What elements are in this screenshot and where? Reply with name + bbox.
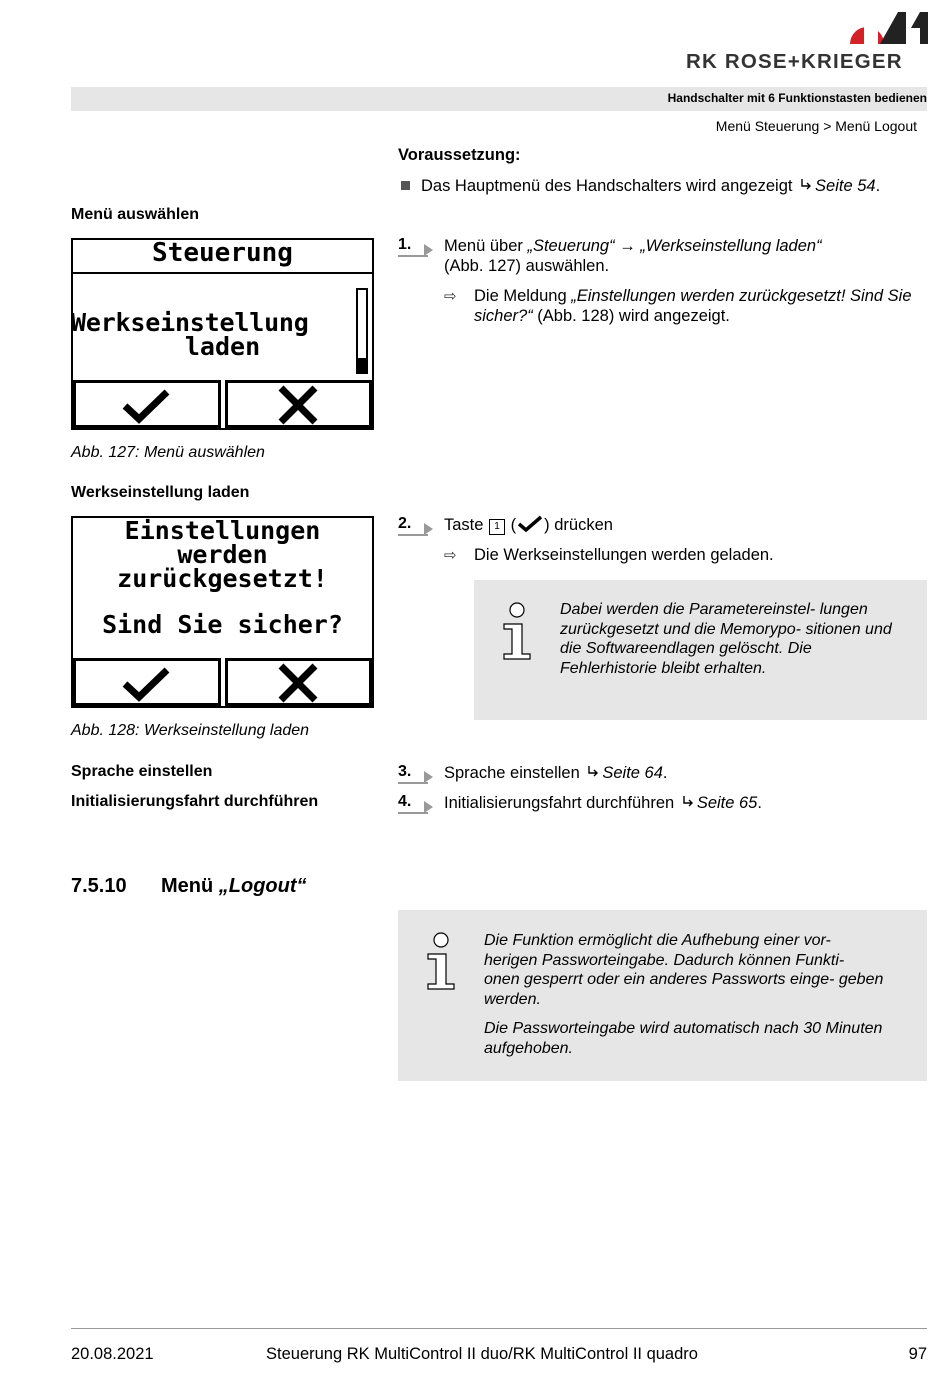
lcd-scrollbar [356,288,368,374]
cross-icon [225,660,372,704]
lcd-line-4: Sind Sie sicher? [102,610,343,639]
checkmark-icon [73,382,221,426]
reference-arrow-icon [681,795,695,809]
chapter-number: 7.5.10 [71,875,127,897]
info-text-reset: Dabei werden die Parametereinstel- lungen zurückgesetzt und die Memorypo- sitionen und die Softwareendlagen gelöscht. Die Fehlerhistorie bleibt erhalten. [560,601,892,677]
step-arrow-icon [424,771,433,783]
footer-divider [71,1328,927,1329]
confirm-button[interactable] [73,380,221,428]
step-number-4: 4. [398,793,436,813]
step-3-text: Sprache einstellen Seite 64. [444,764,668,782]
lcd-line-3: zurückgesetzt! [117,564,328,593]
lcd-divider [73,272,372,274]
footer-product: Steuerung RK MultiControl II duo/RK MultiControl II quadro [266,1345,698,1363]
step-number-3: 3. [398,763,436,783]
step-4-text: Initialisierungsfahrt durchführen Seite 65. [444,794,762,812]
cancel-button[interactable] [225,380,372,428]
info-icon [424,932,458,990]
result-arrow-icon: ⇨ [444,288,457,305]
step-arrow-icon [424,801,433,813]
step-arrow-icon [424,523,433,535]
lcd-screen-confirm [71,516,374,708]
lcd-line-2: werden [177,540,268,569]
confirm-button[interactable] [73,658,221,706]
lcd-title: Steuerung [152,238,293,268]
lcd-line-1: Einstellungen [124,516,321,545]
checkmark-icon [73,660,221,704]
prerequisite-item: Das Hauptmenü des Handschalters wird angezeigt Seite 54. [421,177,881,195]
brand-name: RK ROSE+KRIEGER [686,50,903,73]
cross-icon [225,382,372,426]
lcd-screen-menu [71,238,374,430]
prerequisite-link[interactable]: Seite 54 [815,177,876,195]
cancel-button[interactable] [225,658,372,706]
info-box-reset [474,580,927,720]
step-number-2: 2. [398,515,436,535]
reference-arrow-icon [586,765,600,779]
info-box-logout [398,910,927,1081]
lcd-line-1: Werkseinstellung [71,308,309,337]
reference-arrow-icon [799,178,813,192]
step-3-link[interactable]: Seite 64 [602,764,663,782]
side-heading-language: Sprache einstellen [71,763,213,780]
section-title: Handschalter mit 6 Funktionstasten bedienen [667,91,927,105]
step-arrow-icon [424,244,433,256]
step-2-text: Taste 1 ( ) drücken [444,516,613,534]
info-icon [500,602,534,660]
side-heading-menu-select: Menü auswählen [71,206,200,223]
footer-page-number: 97 [908,1345,927,1363]
result-arrow-icon: ⇨ [444,547,457,564]
chapter-title: Menü „Logout“ [161,875,307,897]
checkmark-icon [516,515,544,533]
square-bullet-icon [401,181,410,190]
step-4-link[interactable]: Seite 65 [696,794,758,812]
breadcrumb: Menü Steuerung > Menü Logout [715,118,917,134]
figure-caption-127: Abb. 127: Menü auswählen [71,444,265,461]
figure-caption-128: Abb. 128: Werkseinstellung laden [71,722,310,739]
step-2-result: Die Werkseinstellungen werden geladen. [474,546,774,564]
key-1-icon: 1 [489,519,505,535]
step-1-text: Menü über „Steuerung“ → „Werkseinstellung laden“ (Abb. 127) auswählen. [444,237,822,275]
step-number-1: 1. [398,236,436,256]
info-text-logout-2: Die Passworteingabe wird automatisch nach 30 Minuten aufgehoben. [484,1020,883,1057]
footer-date: 20.08.2021 [71,1345,154,1363]
rk-logo-icon [846,6,928,46]
lcd-line-2: laden [184,332,261,361]
side-heading-init-run: Initialisierungsfahrt durchführen [71,793,319,810]
info-text-logout-1: Die Funktion ermöglicht die Aufhebung einer vor- herigen Passworteingabe. Dadurch können Funkti- onen gesperrt oder ein anderes Passworts einge- geben werden. [484,932,884,1008]
side-heading-factory-reset: Werkseinstellung laden [71,484,250,501]
step-1-result: Die Meldung „Einstellungen werden zurückgesetzt! Sind Sie sicher?“ (Abb. 128) wird angezeigt. [474,287,912,325]
prerequisite-text: Das Hauptmenü des Handschalters wird angezeigt [421,177,793,195]
prerequisite-heading: Voraussetzung: [398,146,521,164]
